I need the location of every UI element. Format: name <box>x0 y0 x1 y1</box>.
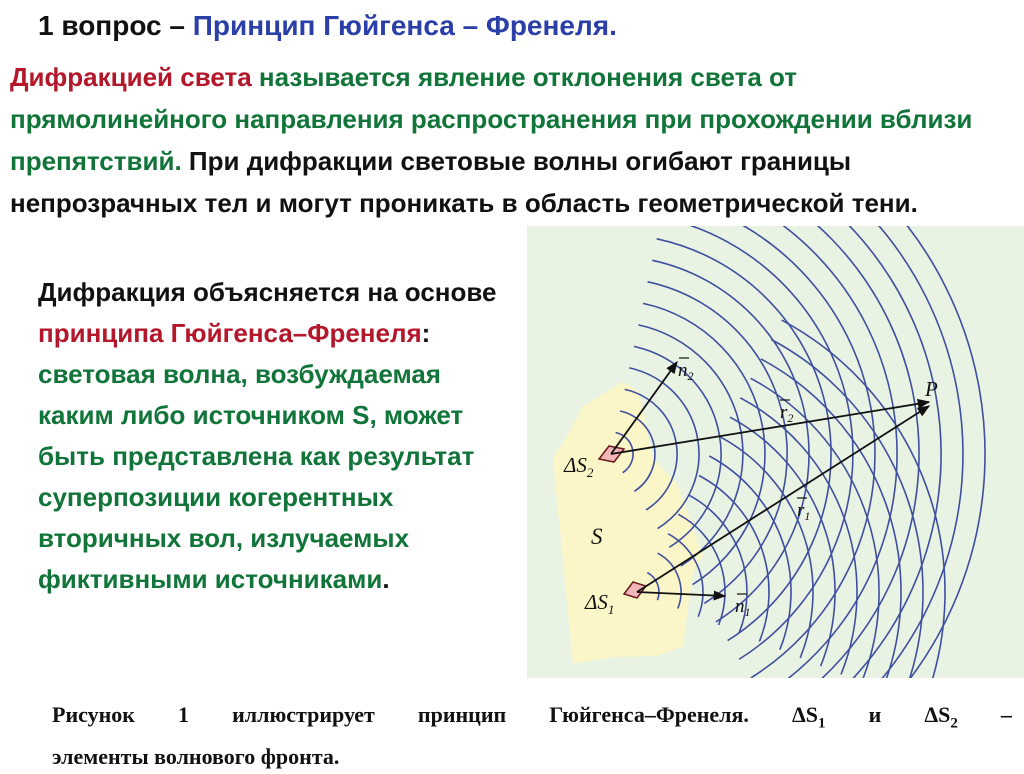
definition-term: Дифракцией света <box>10 62 252 92</box>
explanation-period: . <box>382 564 390 594</box>
caption-figure-number: 1 <box>178 702 190 727</box>
principle-name: принципа Гюйгенса–Френеля <box>38 318 422 348</box>
question-number: 1 вопрос – <box>38 10 193 41</box>
definition-continuation: При дифракции световые волны огибают границы непрозрачных тел и могут проникать в область геометрической тени. <box>10 146 918 218</box>
svg-text:n1: $n_1$ <box>735 596 751 619</box>
caption-ds2: $\Delta S_2$ <box>924 702 958 732</box>
caption-ds1: $\Delta S_1$ <box>791 702 826 732</box>
principle-explanation <box>38 272 508 600</box>
figure-caption <box>52 698 1012 774</box>
label-ds1: $\Delta S_1$ <box>585 590 615 617</box>
huygens-fresnel-figure <box>527 226 1024 678</box>
label-p: P <box>925 377 938 401</box>
principle-heading: Принцип Гюйгенса – Френеля. <box>192 10 617 41</box>
svg-text:r2: $r_2$ <box>780 402 794 425</box>
caption-dash: – <box>1000 702 1012 727</box>
label-n2 <box>678 358 694 383</box>
caption-word: иллюстрирует <box>232 702 375 727</box>
wavefront-arc <box>671 226 898 678</box>
label-r2 <box>780 400 793 425</box>
label-ds2: $\Delta S_2$ <box>564 453 594 480</box>
svg-text:n2: $n_2$ <box>678 360 694 383</box>
wavefront-arc <box>680 226 941 678</box>
wavefront-arc <box>740 398 857 675</box>
wave-surface <box>553 382 703 664</box>
caption-line-2: элементы волнового фронта. <box>52 744 340 770</box>
label-s: S <box>591 524 603 549</box>
svg-text:r1: $r_1$ <box>797 500 811 523</box>
caption-line-1 <box>52 698 1012 740</box>
wavefront-arc <box>666 226 875 678</box>
slide-title <box>38 8 617 44</box>
wavefront-arc <box>709 456 791 650</box>
label-r1 <box>797 498 810 523</box>
explanation-body: световая волна, возбуждаемая каким либо источником S, может быть представлена как результат суперпозиции когерентных вторичных вол, излучаемых фиктивными источниками <box>38 359 475 594</box>
figure-svg <box>527 226 1024 678</box>
caption-word: Гюйгенса–Френеля. <box>549 702 749 727</box>
definition-text: называется явление отклонения света от прямолинейного направления распространения при прохождении вблизи препятствий. <box>10 62 973 176</box>
explanation-colon: : <box>421 318 431 348</box>
caption-word: и <box>868 702 882 727</box>
caption-word: Рисунок <box>52 702 135 727</box>
diffraction-definition <box>10 56 1015 224</box>
explanation-lead: Дифракция объясняется на основе <box>38 277 497 307</box>
caption-word: принцип <box>417 702 507 727</box>
